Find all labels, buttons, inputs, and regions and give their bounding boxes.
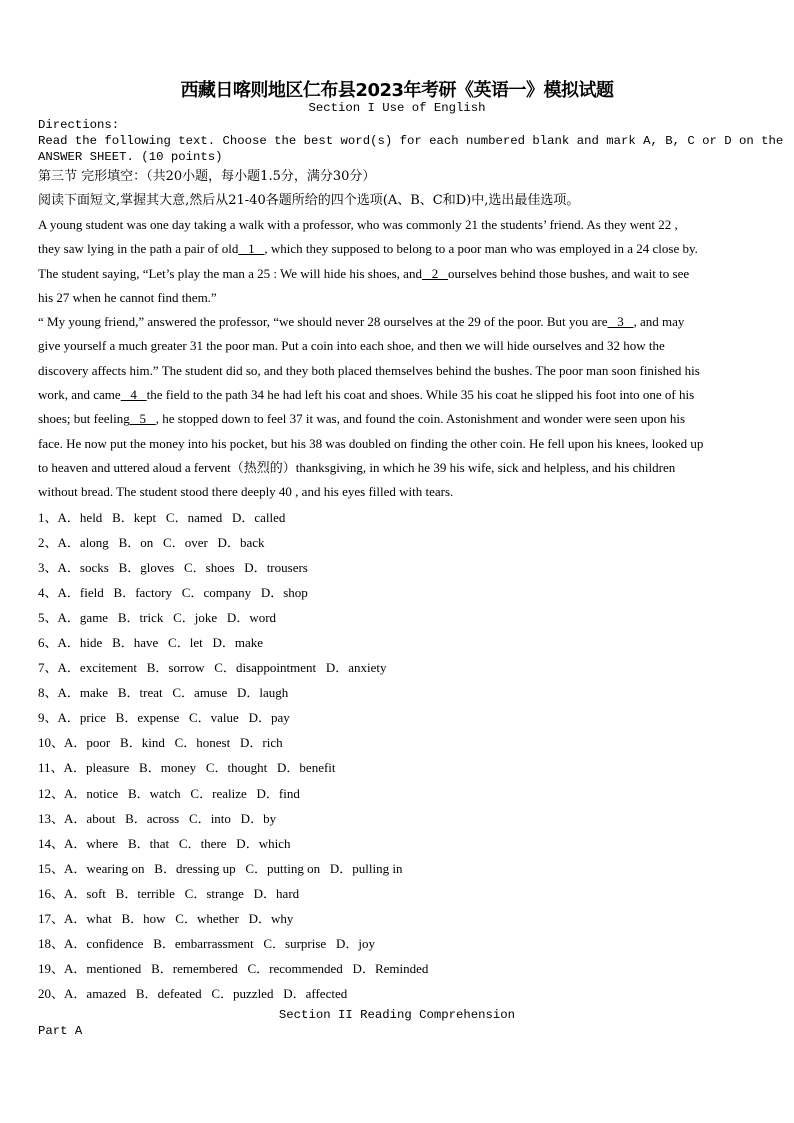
passage-text: A young student was one day taking a walk with a professor, who was commonly 21 the students’ friend. As they went 22 , (38, 217, 678, 232)
question-item: 19、A．mentioned B．remembered C．recommended D．Reminded (38, 960, 429, 976)
option-text: value (210, 710, 239, 726)
option-text: kept (133, 510, 157, 525)
question-options-list (38, 505, 428, 1006)
option-letter: B (153, 935, 162, 951)
directions-text-cont: ANSWER SHEET. (10 points) (38, 150, 223, 164)
option-letter: B (151, 960, 160, 976)
option-letter: C (247, 960, 257, 976)
option-letter: A (57, 560, 67, 576)
option-letter: B (121, 910, 131, 926)
page-title: 西藏日喀则地区仁布县2023年考研《英语一》模拟试题 (180, 80, 614, 101)
option-text: disappointment (235, 660, 317, 676)
option-letter: A (64, 835, 74, 851)
option-letter: D (325, 660, 336, 676)
option-text: make (234, 635, 264, 651)
option-letter: D (352, 960, 362, 976)
option-letter: D (248, 710, 258, 726)
option-letter: B (117, 610, 127, 626)
option-letter: A (64, 860, 74, 876)
option-text: rich (262, 735, 283, 751)
question-item: 12、A．notice B．watch C．realize D．find (38, 785, 300, 801)
option-text: strange (206, 885, 244, 901)
option-text: why (271, 910, 294, 926)
passage-text: give yourself a much greater 31 the poor man. Put a coin into each shoe, and then we will hide ourselves and 32 how the (38, 338, 665, 354)
passage-line (38, 334, 763, 358)
option-text: money (160, 760, 197, 776)
question-number: 9 (38, 710, 45, 726)
option-letter: B (154, 860, 163, 876)
option-text: mentioned (86, 960, 142, 976)
question-item: 9、A．price B．expense C．value D．pay (38, 710, 290, 726)
question-number: 3 (38, 560, 45, 576)
option-text: socks (79, 560, 109, 576)
passage-line (38, 213, 763, 237)
option-text: joy (358, 935, 375, 951)
option-text: factory (135, 585, 172, 601)
question-number: 20 (38, 985, 51, 1001)
option-text: soft (86, 885, 106, 901)
option-text: have (133, 635, 159, 651)
passage-line (38, 383, 763, 407)
option-letter: C (165, 510, 175, 525)
option-letter: C (168, 635, 177, 651)
option-letter: A (57, 585, 67, 601)
option-text: make (79, 685, 109, 701)
option-letter: B (115, 710, 125, 726)
option-text: terrible (137, 885, 175, 901)
option-text: recommended (269, 960, 343, 976)
option-text: company (203, 585, 252, 601)
option-letter: D (217, 535, 227, 551)
option-text: by (263, 810, 277, 826)
option-text: shoes (205, 560, 235, 576)
passage-line (38, 456, 763, 480)
option-text: hard (276, 885, 300, 901)
option-letter: B (117, 685, 127, 701)
option-text: honest (196, 735, 231, 751)
option-letter: C (245, 860, 254, 876)
cloze-instruction: 阅读下面短文,掌握其大意,然后从21-40各题所给的四个选项(A、B、C和D)中,选出最佳选项。 (38, 193, 580, 208)
option-text: defeated (157, 985, 202, 1001)
question-item: 11、A．pleasure B．money C．thought D．benefit (38, 760, 336, 776)
option-text: let (189, 635, 203, 651)
option-letter: C (174, 735, 184, 751)
part-a-label: Part A (38, 1024, 83, 1038)
question-number: 5 (38, 610, 45, 626)
option-letter: B (112, 635, 121, 651)
option-text: across (146, 810, 180, 826)
passage-text: the field to the path 34 he had left his coat and shoes. While 35 his coat he slipped his foot into one of his (146, 387, 695, 403)
question-item: 3、A．socks B．gloves C．shoes D．trousers (38, 560, 308, 576)
blank-number: 4 (120, 387, 147, 403)
option-letter: C (178, 835, 188, 851)
option-text: watch (149, 785, 181, 801)
option-letter: A (64, 985, 74, 1001)
option-text: which (258, 835, 291, 851)
option-letter: A (57, 660, 67, 676)
question-number: 16 (38, 885, 51, 901)
option-letter: D (231, 510, 242, 525)
option-text: game (79, 610, 109, 626)
option-letter: B (120, 735, 129, 751)
directions-label: Directions: (38, 118, 120, 132)
question-item: 2、A．along B．on C．over D．back (38, 535, 265, 551)
passage-text: face. He now put the money into his pocket, but his 38 was doubled on finding the other coin. He fell upon his knees, looked up (38, 435, 704, 451)
option-text: price (79, 710, 106, 726)
option-text: trick (139, 610, 164, 626)
option-text: excitement (79, 660, 137, 676)
option-letter: C (188, 710, 198, 726)
blank-number: 2 (421, 265, 448, 281)
passage-line (38, 432, 763, 456)
question-item: 7、A．excitement B．sorrow C．disappointment D．anxiety (38, 660, 387, 676)
passage-text: work, and came (38, 387, 121, 403)
option-text: sorrow (168, 660, 205, 676)
passage-line (38, 480, 763, 504)
question-item: 15、A．wearing on B．dressing up C．putting on D．pulling in (38, 860, 403, 876)
question-number: 1 (38, 510, 45, 525)
option-letter: D (256, 785, 266, 801)
option-text: puzzled (233, 985, 274, 1001)
option-letter: D (239, 735, 250, 751)
option-text: amazed (86, 985, 127, 1001)
option-text: embarrassment (174, 935, 254, 951)
option-text: expense (137, 710, 180, 726)
option-letter: C (190, 785, 200, 801)
option-text: notice (86, 785, 119, 801)
option-letter: C (172, 685, 182, 701)
option-letter: D (236, 835, 246, 851)
option-letter: A (57, 685, 67, 701)
option-letter: A (63, 760, 73, 776)
option-text: gloves (140, 560, 175, 576)
option-text: whether (196, 910, 239, 926)
option-letter: B (127, 835, 137, 851)
cloze-heading: 第三节 完形填空：（共20小题，每小题1.5分，满分30分） (38, 169, 376, 184)
question-number: 8 (38, 685, 45, 701)
option-letter: A (57, 510, 67, 525)
option-letter: B (146, 660, 156, 676)
option-letter: B (125, 810, 134, 826)
option-text: held (79, 510, 103, 525)
question-number: 2 (38, 535, 45, 551)
option-letter: C (181, 585, 191, 601)
question-number: 4 (38, 585, 45, 601)
option-text: kind (141, 735, 165, 751)
question-item: 10、A．poor B．kind C．honest D．rich (38, 735, 283, 751)
option-letter: A (57, 710, 67, 726)
option-text: affected (305, 985, 348, 1001)
option-letter: B (118, 560, 128, 576)
option-text: trousers (266, 560, 308, 576)
option-text: dressing up (175, 860, 236, 876)
passage-text: his 27 when he cannot find them.” (38, 289, 217, 305)
passage-text: discovery affects him.” The student did so, and they both placed themselves behind the bushes. The poor man soon finished his (38, 362, 700, 378)
option-text: anxiety (348, 660, 387, 676)
option-text: shop (283, 585, 308, 601)
option-letter: A (64, 810, 74, 826)
option-letter: D (253, 885, 264, 901)
option-letter: A (64, 885, 74, 901)
passage-text: , and may (633, 314, 685, 330)
passage-text: to heaven and uttered aloud a fervent（热烈的）thanksgiving, in which he 39 his wife, sick and helpless, and his children (38, 459, 676, 475)
passage-line (38, 359, 763, 383)
option-text: word (249, 610, 277, 626)
passage-text: “ My young friend,” answered the professor, “we should never 28 ourselves at the 29 of the poor. But you are (38, 314, 608, 330)
option-text: remembered (172, 960, 238, 976)
option-letter: D (283, 985, 293, 1001)
option-letter: A (57, 610, 67, 626)
option-text: poor (86, 735, 111, 751)
option-letter: B (118, 535, 128, 551)
section-heading-reading: Section II Reading Comprehension (278, 1008, 516, 1022)
passage-line (38, 310, 763, 334)
option-letter: C (205, 760, 215, 776)
question-number: 10 (38, 735, 51, 751)
question-number: 7 (38, 660, 45, 676)
question-item: 20、A．amazed B．defeated C．puzzled D．affected (38, 985, 348, 1001)
option-letter: B (135, 985, 145, 1001)
option-text: wearing on (86, 860, 145, 876)
option-letter: C (173, 610, 182, 626)
option-letter: D (329, 860, 340, 876)
question-number: 15 (38, 860, 51, 876)
option-letter: D (244, 560, 254, 576)
option-letter: D (248, 910, 258, 926)
option-text: treat (139, 685, 163, 701)
option-letter: D (240, 810, 251, 826)
option-letter: D (260, 585, 271, 601)
question-item: 13、A．about B．across C．into D．by (38, 810, 277, 826)
option-letter: A (64, 960, 74, 976)
question-item: 16、A．soft B．terrible C．strange D．hard (38, 885, 300, 901)
option-text: into (210, 810, 231, 826)
option-letter: A (64, 735, 74, 751)
option-text: hide (79, 635, 103, 651)
option-text: how (143, 910, 166, 926)
option-text: laugh (259, 685, 289, 701)
option-text: back (239, 535, 265, 551)
option-text: named (187, 510, 223, 525)
option-text: pleasure (85, 760, 130, 776)
option-text: field (79, 585, 104, 601)
question-number: 12 (38, 785, 51, 801)
passage-line (38, 286, 763, 310)
section-heading: Section I Use of English (308, 101, 486, 115)
question-number: 13 (38, 810, 51, 826)
question-item: 4、A．field B．factory C．company D．shop (38, 585, 308, 601)
option-text: called (254, 510, 286, 525)
option-text: pay (270, 710, 290, 726)
question-item: 17、A．what B．how C．whether D．why (38, 910, 294, 926)
blank-number: 3 (607, 314, 634, 330)
option-text: pulling in (352, 860, 403, 876)
passage-line (38, 237, 763, 261)
option-letter: D (237, 685, 247, 701)
passage-line (38, 262, 763, 286)
directions-text: Read the following text. Choose the best word(s) for each numbered blank and mark A, B, C or D on the (38, 134, 784, 148)
passage-text: they saw lying in the path a pair of old (38, 241, 239, 257)
option-text: about (86, 810, 116, 826)
passage-text: shoes; but feeling (38, 411, 130, 427)
question-item: 18、A．confidence B．embarrassment C．surprise D．joy (38, 935, 375, 951)
option-text: that (149, 835, 170, 851)
option-text: putting on (267, 860, 321, 876)
option-text: surprise (285, 935, 327, 951)
option-letter: B (127, 785, 137, 801)
passage-text: without bread. The student stood there deeply 40 , and his eyes filled with tears. (38, 484, 454, 500)
option-text: find (278, 785, 300, 801)
option-letter: B (112, 510, 121, 525)
option-letter: A (64, 785, 74, 801)
option-letter: C (175, 910, 184, 926)
option-text: there (200, 835, 227, 851)
question-item: 5、A．game B．trick C．joke D．word (38, 610, 277, 626)
question-item: 8、A．make B．treat C．amuse D．laugh (38, 685, 289, 701)
blank-number: 5 (129, 411, 156, 427)
option-text: joke (194, 610, 218, 626)
option-letter: C (211, 985, 221, 1001)
blank-number: 1 (238, 241, 265, 257)
question-item: 6、A．hide B．have C．let D．make (38, 635, 264, 651)
option-text: benefit (299, 760, 336, 776)
option-letter: C (163, 535, 172, 551)
option-letter: D (335, 935, 346, 951)
option-letter: A (64, 910, 74, 926)
passage-text: The student saying, “Let’s play the man a 25 : We will hide his shoes, and (38, 265, 422, 281)
question-item: 1、A．held B．kept C．named D．called (38, 510, 286, 525)
passage-text: , which they supposed to belong to a poor man who was employed in a 24 close by. (264, 241, 698, 257)
option-letter: D (212, 635, 222, 651)
reading-passage (38, 213, 763, 505)
option-text: on (140, 535, 154, 551)
option-letter: A (64, 935, 74, 951)
option-letter: C (184, 885, 194, 901)
option-letter: C (183, 560, 193, 576)
option-text: thought (227, 760, 268, 776)
option-text: amuse (194, 685, 228, 701)
option-letter: B (139, 760, 148, 776)
option-text: confidence (86, 935, 144, 951)
option-letter: A (57, 535, 67, 551)
option-letter: B (113, 585, 123, 601)
question-number: 18 (38, 935, 51, 951)
question-number: 19 (38, 960, 51, 976)
option-text: along (79, 535, 109, 551)
option-letter: A (57, 635, 67, 651)
option-letter: B (115, 885, 125, 901)
option-text: over (184, 535, 208, 551)
passage-line (38, 407, 763, 431)
option-letter: D (226, 610, 237, 626)
question-number: 14 (38, 835, 51, 851)
question-number: 11 (38, 760, 51, 776)
option-letter: D (277, 760, 287, 776)
option-letter: C (263, 935, 273, 951)
option-letter: C (214, 660, 223, 676)
option-text: realize (212, 785, 247, 801)
question-number: 6 (38, 635, 45, 651)
question-number: 17 (38, 910, 51, 926)
passage-text: , he stopped down to feel 37 it was, and found the coin. Astonishment and wonder were seen upon his (155, 411, 686, 427)
passage-text: ourselves behind those bushes, and wait to see (447, 265, 690, 281)
option-letter: C (189, 810, 198, 826)
question-item: 14、A．where B．that C．there D．which (38, 835, 291, 851)
option-text: where (86, 835, 119, 851)
option-text: what (86, 910, 112, 926)
option-text: Reminded (374, 960, 429, 976)
